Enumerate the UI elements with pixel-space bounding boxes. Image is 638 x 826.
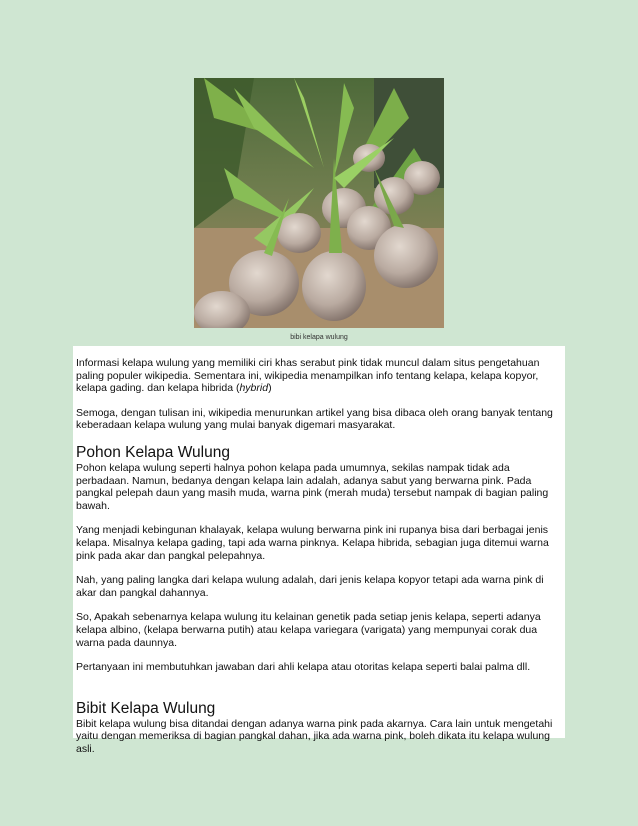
coconut-seedlings-photo: [194, 78, 444, 328]
intro-text-end: ): [268, 382, 272, 395]
section1-paragraph: So, Apakah sebenarnya kelapa wulung itu kelainan genetik pada setiap jenis kelapa, seperti adanya kelapa albino, (kelapa berwarna putih) atau kelapa variegara (varigata) yang mempunyai corak dua warna pada daunnya.: [76, 611, 541, 649]
section-heading-bibit: Bibit Kelapa Wulung: [76, 699, 216, 717]
intro-paragraph-2: Semoga, dengan tulisan ini, wikipedia menurunkan artikel yang bisa dibaca oleh orang banyak tentang keberadaan kelapa wulung yang mulai banyak digemari masyarakat.: [76, 406, 553, 432]
intro-italic-term: hybrid: [239, 382, 269, 395]
section-heading-pohon: Pohon Kelapa Wulung: [76, 443, 230, 461]
section1-paragraph: Pertanyaan ini membutuhkan jawaban dari ahli kelapa atau otoritas kelapa seperti balai palma dll.: [76, 661, 531, 674]
intro-text: Informasi kelapa wulung yang memiliki ciri khas serabut pink tidak muncul dalam situs pengetahuan paling populer wikipedia. Sementara ini, wikipedia menampilkan info tentang kelapa, kelapa kopyor, kelapa gading. dan kelapa hibrida (: [76, 357, 540, 395]
article-body: [73, 346, 565, 755]
section1-paragraph: Pohon kelapa wulung seperti halnya pohon kelapa pada umumnya, sekilas nampak tidak ada perbadaan. Namun, bedanya dengan kelapa lain adalah, adanya sabut yang berwarna pink. Pada pangkal pelepah daun yang masih muda, warna pink (merah muda) tersebut nampak di bagian paling bawah.: [76, 461, 549, 512]
photo-illustration: [194, 78, 444, 328]
section2-paragraph: Bibit kelapa wulung bisa ditandai dengan adanya warna pink pada akarnya. Cara lain untuk mengetahi yaitu dengan memeriksa di bagian pangkal dahan, jika ada warna pink, boleh dikata itu kelapa wulung asli.: [76, 717, 553, 755]
image-caption: bibi kelapa wulung: [290, 334, 348, 341]
section1-paragraph: Nah, yang paling langka dari kelapa wulung adalah, dari jenis kelapa kopyor tetapi ada warna pink di akar dan pangkal dahannya.: [76, 574, 544, 599]
section1-paragraph: Yang menjadi kebingunan khalayak, kelapa wulung berwarna pink ini rupanya bisa dari berbagai jenis kelapa. Misalnya kelapa gading, tapi ada warna pinknya. Kelapa hibrida, sebagian juga ditemui warna pink pada akar dan pangkal pelepahnya.: [76, 524, 549, 562]
intro-paragraph: [76, 357, 562, 395]
